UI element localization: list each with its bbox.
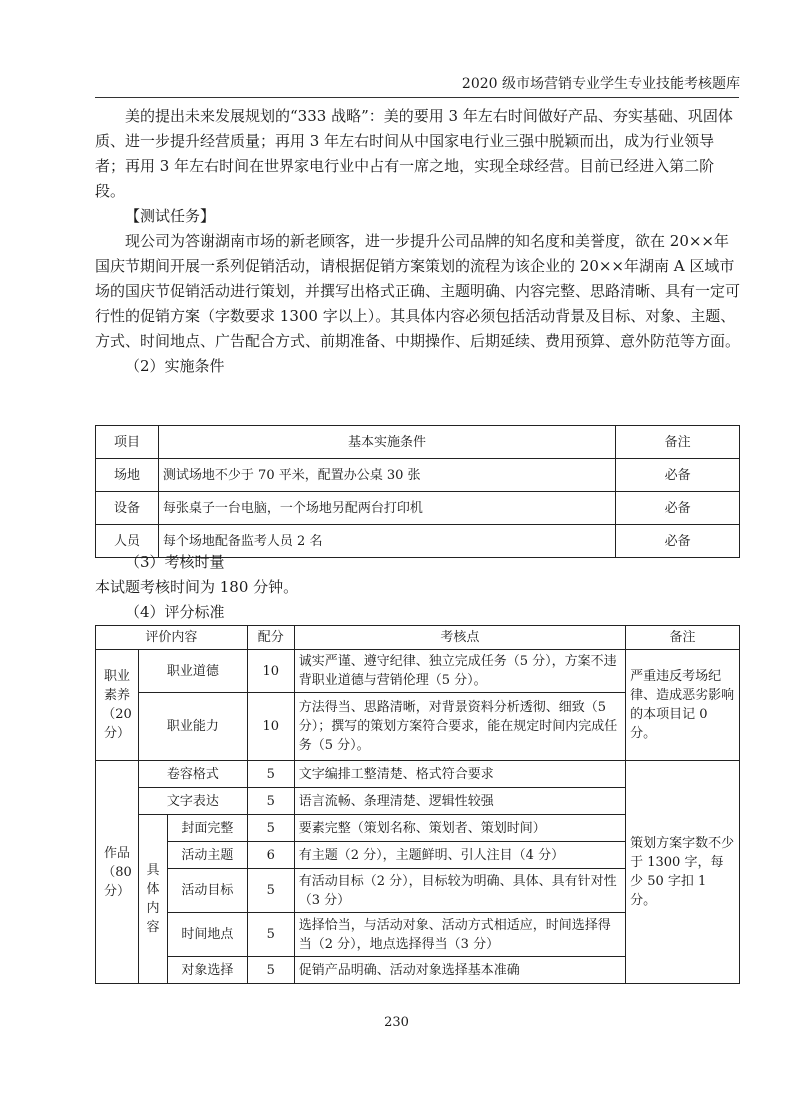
table-cell: 每个场地配备监考人员 2 名 (158, 525, 615, 558)
header-cell: 配分 (247, 626, 294, 650)
table-cell: 活动主题 (167, 842, 247, 869)
table-cell: 有活动目标（2 分），目标较为明确、具体、具有针对性（3 分） (294, 869, 625, 913)
table-cell: 促销产品明确、活动对象选择基本准确 (294, 957, 625, 984)
time-text: 本试题考核时间为 180 分钟。 (95, 578, 299, 596)
section-implementation-conditions: （2）实施条件 (125, 357, 225, 375)
group-label: 职业素养（20分） (96, 650, 139, 761)
header-cell: 备注 (616, 426, 740, 459)
table-cell: 文字表达 (138, 788, 247, 815)
table-cell: 语言流畅、条理清楚、逻辑性较强 (294, 788, 625, 815)
header-cell: 项目 (96, 426, 159, 459)
table-header-row (96, 626, 740, 650)
table-cell: 活动目标 (167, 869, 247, 913)
note-cell: 严重违反考场纪律、造成恶劣影响的本项目记 0 分。 (626, 650, 740, 761)
page-header: 2020 级市场营销专业学生专业技能考核题库 (461, 76, 740, 92)
table-cell: 选择恰当，与活动对象、活动方式相适应，时间选择得当（2 分），地点选择得当（3 分） (294, 913, 625, 957)
table-cell: 每张桌子一台电脑，一个场地另配两台打印机 (158, 492, 615, 525)
table-cell: 对象选择 (167, 957, 247, 984)
table-cell: 方法得当、思路清晰，对背景资料分析透彻、细致（5 分）；撰写的策划方案符合要求，能在规定时间内完成任务（5 分）。 (294, 693, 625, 761)
header-rule (95, 97, 739, 98)
table-row (96, 459, 740, 492)
note-cell: 策划方案字数不少于 1300 字，每少 50 字扣 1 分。 (626, 761, 740, 984)
table-cell: 10 (247, 693, 294, 761)
table-cell: 5 (247, 815, 294, 842)
table-row (96, 761, 740, 788)
table-cell: 诚实严谨、遵守纪律、独立完成任务（5 分），方案不违背职业道德与营销伦理（5 分）。 (294, 650, 625, 693)
table-cell: 时间地点 (167, 913, 247, 957)
table-row (96, 492, 740, 525)
table-cell: 封面完整 (167, 815, 247, 842)
table-cell: 必备 (616, 492, 740, 525)
table-cell: 职业能力 (138, 693, 247, 761)
conditions-table (95, 425, 740, 558)
header-cell: 考核点 (294, 626, 625, 650)
table-cell: 文字编排工整清楚、格式符合要求 (294, 761, 625, 788)
table-cell: 10 (247, 650, 294, 693)
table-cell: 5 (247, 957, 294, 984)
task-paragraph: 现公司为答谢湖南市场的新老顾客，进一步提升公司品牌的知名度和美誉度，欲在 20××年国庆节期间开展一系列促销活动，请根据促销方案策划的流程为该企业的 20××年湖南 A 区域市场的国庆节促销活动进行策划，并撰写出格式正确、主题明确、内容完整、思路清晰、具有一定可行性的促销方案（字数要求 1300 字以上）。其具体内容必须包括活动背景及目标、对象、主题、方式、时间地点、广告配合方式、前期准备、中期操作、后期延续、费用预算、意外防范等方面。 (95, 232, 741, 350)
table-cell: 场地 (96, 459, 159, 492)
sub-group-label: 具体内容 (138, 815, 167, 984)
table-cell: 有主题（2 分），主题鲜明、引人注目（4 分） (294, 842, 625, 869)
scoring-table (95, 625, 740, 984)
table-cell: 测试场地不少于 70 平米，配置办公桌 30 张 (158, 459, 615, 492)
header-cell: 基本实施条件 (158, 426, 615, 459)
table-cell: 必备 (616, 525, 740, 558)
table-cell: 6 (247, 842, 294, 869)
time-section (95, 550, 740, 625)
table-cell: 要素完整（策划名称、策划者、策划时间） (294, 815, 625, 842)
intro-paragraph: 美的提出未来发展规划的“333 战略”：美的要用 3 年左右时间做好产品、夯实基础、巩固体质、进一步提升经营质量；再用 3 年左右时间从中国家电行业三强中脱颖而出，成为行业领导者；再用 3 年左右时间在世界家电行业中占有一席之地，实现全球经营。目前已经进入第二阶段。 (95, 107, 733, 200)
page-number: 230 (384, 1015, 409, 1030)
section-scoring-criteria: （4）评分标准 (125, 603, 225, 621)
group-label: 作品（80分） (96, 761, 139, 984)
table-row (96, 650, 740, 693)
table-cell: 卷容格式 (138, 761, 247, 788)
table-cell: 5 (247, 788, 294, 815)
header-cell: 备注 (626, 626, 740, 650)
header-cell: 评价内容 (96, 626, 248, 650)
table-header-row (96, 426, 740, 459)
table-cell: 5 (247, 913, 294, 957)
table-cell: 职业道德 (138, 650, 247, 693)
body-text (95, 104, 740, 379)
table-cell: 5 (247, 869, 294, 913)
table-cell: 必备 (616, 459, 740, 492)
task-heading: 【测试任务】 (125, 207, 216, 225)
table-cell: 设备 (96, 492, 159, 525)
table-cell: 5 (247, 761, 294, 788)
table-cell: 人员 (96, 525, 159, 558)
section-time-limit: （3）考核时量 (125, 553, 225, 571)
